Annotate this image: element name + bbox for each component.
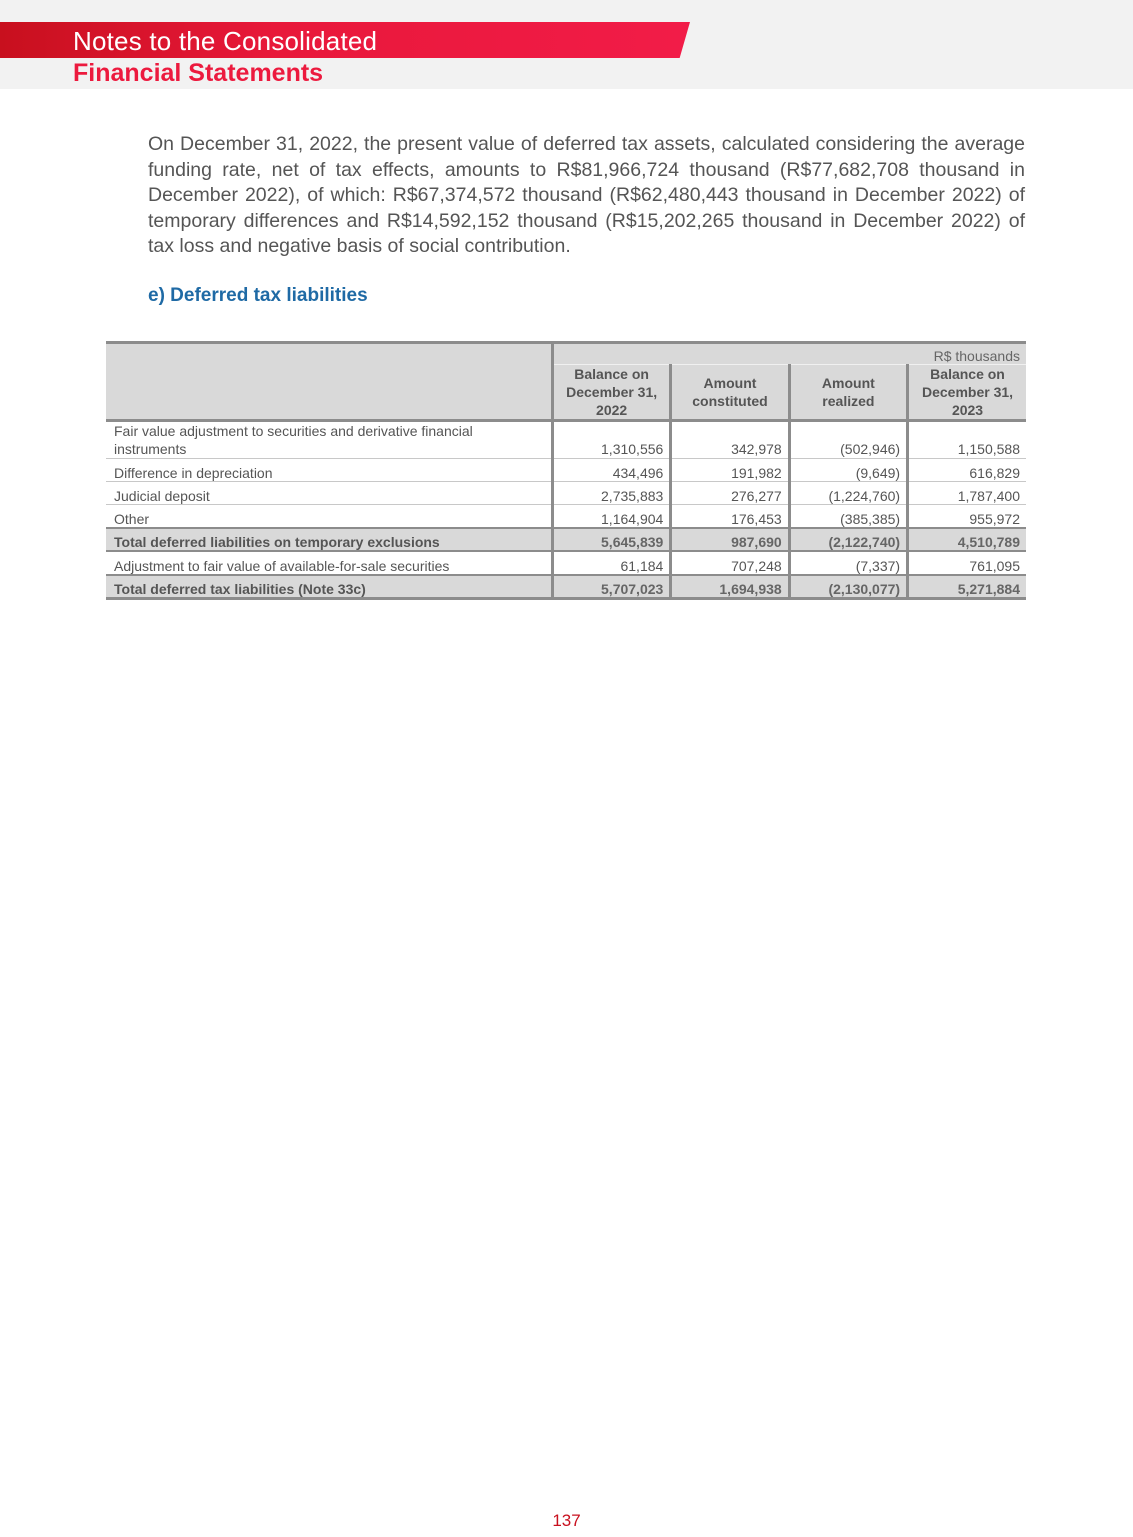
col-header-text: 2022 xyxy=(596,402,628,418)
section-title: e) Deferred tax liabilities xyxy=(148,285,368,306)
col-header-text: Amount xyxy=(821,375,875,391)
col-header-text: Balance on xyxy=(930,366,1005,382)
table-header-blank xyxy=(106,343,552,421)
col-header-amount-constituted xyxy=(671,365,789,421)
cell-value: (1,224,760) xyxy=(789,482,907,505)
col-header-balance-2023 xyxy=(908,365,1026,421)
col-header-amount-realized xyxy=(789,365,907,421)
col-header-text: Balance on xyxy=(574,366,649,382)
cell-value: 987,690 xyxy=(671,528,789,551)
cell-value: 276,277 xyxy=(671,482,789,505)
cell-value: 616,829 xyxy=(908,459,1026,482)
cell-value: 955,972 xyxy=(908,505,1026,529)
cell-value: 61,184 xyxy=(552,551,670,575)
cell-value: (9,649) xyxy=(789,459,907,482)
table-row xyxy=(106,459,1026,482)
col-header-text: December 31, xyxy=(922,384,1014,400)
row-label: Judicial deposit xyxy=(106,482,552,505)
page-number: 137 xyxy=(552,1511,581,1530)
cell-value: 5,645,839 xyxy=(552,528,670,551)
cell-value: 707,248 xyxy=(671,551,789,575)
cell-value: 2,735,883 xyxy=(552,482,670,505)
row-label: Total deferred tax liabilities (Note 33c) xyxy=(106,575,552,599)
row-label: Total deferred liabilities on temporary exclusions xyxy=(106,528,552,551)
header-title-line1: Notes to the Consolidated xyxy=(73,26,378,56)
cell-value: 4,510,789 xyxy=(908,528,1026,551)
col-header-text: realized xyxy=(822,393,875,409)
col-header-balance-2022 xyxy=(552,365,670,421)
cell-value: 434,496 xyxy=(552,459,670,482)
cell-value: 342,978 xyxy=(671,421,789,459)
cell-value: 1,164,904 xyxy=(552,505,670,529)
table-row-total xyxy=(106,575,1026,599)
cell-value: (2,122,740) xyxy=(789,528,907,551)
row-label: Adjustment to fair value of available-for-sale securities xyxy=(106,551,552,575)
cell-value: 191,982 xyxy=(671,459,789,482)
cell-value: (385,385) xyxy=(789,505,907,529)
table-row xyxy=(106,421,1026,459)
table-row xyxy=(106,482,1026,505)
cell-value: 1,150,588 xyxy=(908,421,1026,459)
cell-value: 176,453 xyxy=(671,505,789,529)
intro-paragraph: On December 31, 2022, the present value of deferred tax assets, calculated considering the average funding rate, net of tax effects, amounts to R$81,966,724 thousand (R$77,682,708 thousand in December 2022), of which: R$67,374,572 thousand (R$62,480,443 thousand in December 2022) of temporary differences and R$14,592,152 thousand (R$15,202,265 thousand in December 2022) of tax loss and negative basis of social contribution. xyxy=(148,133,1025,257)
cell-value: 1,787,400 xyxy=(908,482,1026,505)
row-label: Other xyxy=(106,505,552,529)
cell-value: (502,946) xyxy=(789,421,907,459)
table-row xyxy=(106,505,1026,529)
deferred-tax-liabilities-table xyxy=(106,341,1026,600)
cell-value: 5,271,884 xyxy=(908,575,1026,599)
cell-value: 761,095 xyxy=(908,551,1026,575)
cell-value: (7,337) xyxy=(789,551,907,575)
header-title-line2: Financial Statements xyxy=(73,59,324,87)
col-header-text: 2023 xyxy=(951,402,984,418)
cell-value: 5,707,023 xyxy=(552,575,670,599)
cell-value: 1,310,556 xyxy=(552,421,670,459)
units-label: R$ thousands xyxy=(552,343,1026,365)
col-header-text: December 31, xyxy=(566,384,658,400)
row-label: Fair value adjustment to securities and derivative financial instruments xyxy=(106,421,552,459)
cell-value: 1,694,938 xyxy=(671,575,789,599)
col-header-text: constituted xyxy=(692,393,768,409)
table-row xyxy=(106,551,1026,575)
table-row-subtotal xyxy=(106,528,1026,551)
row-label: Difference in depreciation xyxy=(106,459,552,482)
cell-value: (2,130,077) xyxy=(789,575,907,599)
col-header-text: Amount xyxy=(703,375,757,391)
